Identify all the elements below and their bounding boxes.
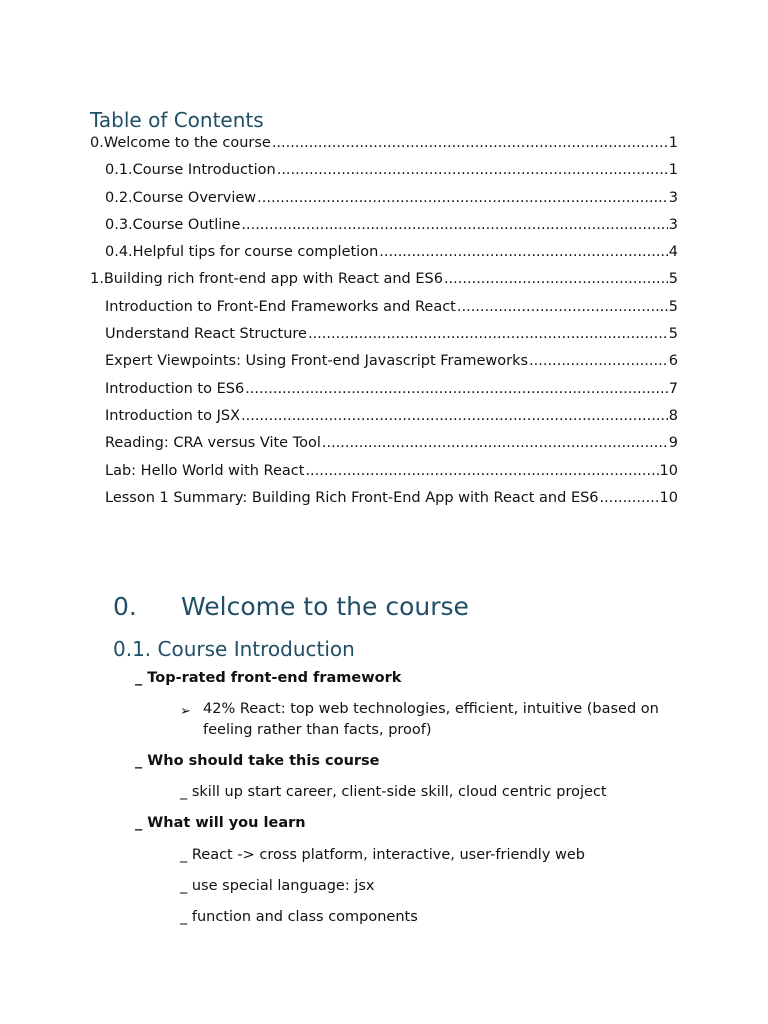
toc-leader-dots [457, 294, 668, 321]
section-number: 0. [113, 592, 137, 621]
toc-entry[interactable] [90, 403, 678, 430]
toc-entry-number: 0.4. [105, 244, 133, 261]
toc-leader-dots [322, 430, 668, 457]
toc-entry-page: 10 [659, 489, 678, 506]
toc-entry[interactable] [90, 430, 678, 457]
toc-entry[interactable] [90, 321, 678, 348]
toc-entry-number: 0. [90, 135, 104, 151]
item-detail: _ React -> cross platform, interactive, user-friendly web [180, 847, 586, 863]
toc-entry[interactable] [90, 458, 678, 485]
toc-entry-text: Building rich front-end app with React and ES6 [103, 271, 443, 288]
toc-entry-page: 10 [659, 462, 678, 479]
bullet-text-continued: feeling rather than facts, proof) [203, 722, 432, 738]
toc-leader-dots [272, 130, 668, 157]
item-heading: _ Top-rated front-end framework [135, 670, 402, 686]
item-detail: _ skill up start career, client-side skill, cloud centric project [180, 784, 607, 800]
toc-leader-dots [277, 157, 668, 184]
toc-entry-text: Introduction to Front-End Frameworks and React [105, 298, 456, 315]
item-heading: _ Who should take this course [135, 753, 380, 769]
toc-entry-page: 1 [668, 135, 678, 151]
toc-entry[interactable] [90, 348, 678, 375]
toc-entry-number: 1. [90, 271, 104, 288]
toc-leader-dots [305, 458, 658, 485]
toc-entry-page: 6 [668, 353, 678, 370]
toc-entry[interactable] [90, 485, 678, 512]
toc-entry-text: Lesson 1 Summary: Building Rich Front-End App with React and ES6 [105, 489, 599, 506]
arrow-bullet-icon: ➢ [180, 704, 191, 719]
toc-entry-page: 3 [668, 189, 678, 206]
toc-entry-text: Reading: CRA versus Vite Tool [105, 435, 321, 452]
table-of-contents [90, 130, 678, 512]
item-detail: _ function and class components [180, 909, 418, 925]
subsection-heading: 0.1. Course Introduction [113, 637, 355, 661]
toc-entry[interactable] [90, 185, 678, 212]
toc-entry[interactable] [90, 376, 678, 403]
toc-entry[interactable] [90, 294, 678, 321]
toc-entry-text: Introduction to JSX [105, 407, 240, 424]
toc-title: Table of Contents [90, 108, 264, 132]
toc-entry-number: 0.3. [105, 216, 133, 233]
toc-entry-page: 9 [668, 435, 678, 452]
toc-entry-text: Introduction to ES6 [105, 380, 245, 397]
toc-leader-dots [600, 485, 659, 512]
toc-entry[interactable] [90, 130, 678, 157]
toc-entry-page: 5 [668, 326, 678, 343]
item-detail: _ use special language: jsx [180, 878, 375, 894]
toc-entry-text: Understand React Structure [105, 326, 307, 343]
toc-leader-dots [529, 348, 668, 375]
toc-entry-page: 7 [668, 380, 678, 397]
toc-entry-text: Expert Viewpoints: Using Front-end Javascript Frameworks [105, 353, 529, 370]
toc-leader-dots [308, 321, 668, 348]
toc-entry-page: 5 [668, 271, 678, 288]
toc-entry-page: 4 [668, 244, 678, 261]
toc-leader-dots [245, 376, 668, 403]
toc-leader-dots [241, 403, 668, 430]
toc-entry-number: 0.2. [105, 189, 133, 206]
toc-entry-text: Helpful tips for course completion [132, 244, 379, 261]
section-title: Welcome to the course [181, 592, 469, 621]
toc-entry-number: 0.1. [105, 162, 133, 179]
toc-entry-page: 8 [668, 407, 678, 424]
toc-entry-text: Lab: Hello World with React [105, 462, 305, 479]
toc-entry[interactable] [90, 212, 678, 239]
toc-leader-dots [241, 212, 667, 239]
toc-entry[interactable] [90, 266, 678, 293]
toc-entry-text: Welcome to the course [103, 135, 271, 151]
toc-entry-text: Course Outline [132, 216, 241, 233]
toc-entry[interactable] [90, 239, 678, 266]
toc-entry-page: 1 [668, 162, 678, 179]
toc-entry[interactable] [90, 157, 678, 184]
toc-leader-dots [379, 239, 668, 266]
toc-entry-text: Course Overview [132, 189, 257, 206]
toc-leader-dots [444, 266, 668, 293]
toc-entry-page: 3 [668, 216, 678, 233]
bullet-text: 42% React: top web technologies, efficient, intuitive (based on [203, 701, 659, 717]
item-heading: _ What will you learn [135, 815, 306, 831]
toc-entry-text: Course Introduction [132, 162, 276, 179]
section-heading [113, 590, 469, 624]
toc-leader-dots [257, 185, 668, 212]
toc-entry-page: 5 [668, 298, 678, 315]
